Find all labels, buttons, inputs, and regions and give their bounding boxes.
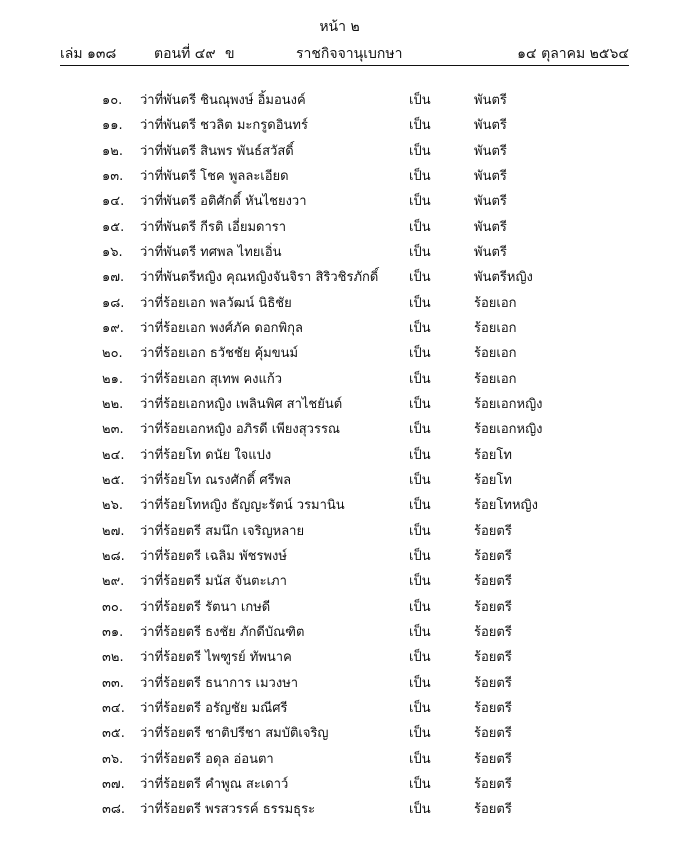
list-item [0,446,679,471]
entry-name: ว่าที่พันตรี กีรติ เอี่ยมดารา [140,219,287,235]
entry-rank: พันตรี [474,244,507,260]
entry-verb: เป็น [409,194,431,210]
entry-name: ว่าที่พันตรี สินพร พันธ์สวัสดิ์ [140,143,294,159]
entry-number: ๑๕. [102,219,125,235]
entry-number: ๓๓. [102,675,124,691]
entry-name: ว่าที่ร้อยตรี ธนาการ เมวงษา [140,675,299,691]
list-item [0,294,679,319]
entry-rank: พันตรี [474,168,507,184]
entry-rank: ร้อยเอก [474,371,517,387]
list-item [0,192,679,217]
appointment-list [0,91,679,826]
entry-number: ๒๑. [102,371,123,387]
entry-number: ๒๒. [102,396,124,412]
entry-verb: เป็น [409,548,431,564]
entry-name: ว่าที่ร้อยเอก สุเทพ คงแก้ว [140,371,283,387]
entry-rank: พันตรี [474,194,507,210]
entry-number: ๑๒. [102,143,123,159]
entry-verb: เป็น [409,498,431,514]
entry-rank: ร้อยเอก [474,346,517,362]
list-item [0,800,679,825]
entry-name: ว่าที่ร้อยตรี อรัญชัย มณีศรี [140,700,288,716]
entry-verb: เป็น [409,118,431,134]
entry-rank: ร้อยโทหญิง [474,498,538,514]
entry-rank: พันตรีหญิง [474,270,533,286]
list-item [0,370,679,395]
entry-name: ว่าที่พันตรี อติศักดิ์ หันไชยงวา [140,194,307,210]
page-number: หน้า ๒ [319,19,360,35]
entry-verb: เป็น [409,447,431,463]
list-item [0,395,679,420]
entry-rank: ร้อยเอกหญิง [474,422,543,438]
entry-number: ๓๔. [102,700,125,716]
entry-number: ๓๐. [102,599,123,615]
list-item [0,623,679,648]
entry-verb: เป็น [409,726,431,742]
entry-rank: ร้อยตรี [474,523,512,539]
entry-name: ว่าที่ร้อยตรี สมนึก เจริญหลาย [140,523,305,539]
entry-verb: เป็น [409,675,431,691]
entry-rank: ร้อยโท [474,472,512,488]
entry-verb: เป็น [409,776,431,792]
entry-name: ว่าที่ร้อยตรี มนัส จันตะเภา [140,574,287,590]
entry-rank: ร้อยตรี [474,726,512,742]
entry-number: ๑๑. [102,118,123,134]
list-item [0,699,679,724]
entry-verb: เป็น [409,472,431,488]
entry-rank: ร้อยตรี [474,574,512,590]
list-item [0,218,679,243]
list-item [0,572,679,597]
entry-name: ว่าที่ร้อยโท ดนัย ใจแปง [140,447,272,463]
list-item [0,319,679,344]
entry-number: ๑๖. [102,244,123,260]
entry-rank: ร้อยตรี [474,650,512,666]
entry-name: ว่าที่ร้อยตรี ชาติปรีชา สมบัติเจริญ [140,726,329,742]
entry-verb: เป็น [409,295,431,311]
entry-verb: เป็น [409,650,431,666]
entry-number: ๒๖. [102,498,123,514]
list-item [0,344,679,369]
entry-name: ว่าที่พันตรีหญิง คุณหญิงจันจิรา สิริวชิรภักดิ์ [140,270,379,286]
entry-rank: ร้อยเอก [474,320,517,336]
entry-name: ว่าที่พันตรี ชวลิต มะกรูดอินทร์ [140,118,308,134]
list-item [0,648,679,673]
entry-verb: เป็น [409,270,431,286]
entry-name: ว่าที่ร้อยตรี รัตนา เกษดี [140,599,271,615]
entry-number: ๓๑. [102,624,124,640]
entry-rank: ร้อยตรี [474,776,512,792]
entry-number: ๓๖. [102,751,124,767]
entry-rank: ร้อยตรี [474,675,512,691]
entry-rank: ร้อยตรี [474,700,512,716]
entry-name: ว่าที่ร้อยตรี ไพฑูรย์ ทัพนาค [140,650,292,666]
entry-rank: พันตรี [474,93,507,108]
section-label: ข [225,46,235,62]
entry-number: ๒๓. [102,422,124,438]
entry-number: ๒๗. [102,523,125,539]
entry-name: ว่าที่ร้อยตรี พรสวรรค์ ธรรมธุระ [140,802,316,818]
entry-rank: ร้อยตรี [474,802,512,818]
entry-name: ว่าที่พันตรี ทศพล ไทยเอิ่น [140,244,282,260]
entry-name: ว่าที่พันตรี ชินณุพงษ์ อิ้มอนงค์ [140,93,306,108]
list-item [0,268,679,293]
entry-name: ว่าที่ร้อยตรี คำพูณ สะเดาว์ [140,776,289,792]
entry-rank: ร้อยตรี [474,548,512,564]
entry-number: ๑๗. [102,270,125,286]
entry-rank: พันตรี [474,219,507,235]
entry-number: ๒๘. [102,548,125,564]
entry-rank: ร้อยเอกหญิง [474,396,543,412]
entry-number: ๑๙. [102,320,124,336]
entry-verb: เป็น [409,396,431,412]
entry-number: ๓๗. [102,776,125,792]
entry-number: ๑๐. [102,93,123,108]
entry-verb: เป็น [409,320,431,336]
entry-name: ว่าที่ร้อยเอก พงศ์ภัค ดอกพิกุล [140,320,303,336]
list-item [0,91,679,116]
entry-number: ๒๕. [102,472,125,488]
entry-number: ๓๘. [102,802,126,818]
list-item [0,471,679,496]
entry-number: ๑๘. [102,295,125,311]
entry-name: ว่าที่ร้อยตรี ธงชัย ภักดีบัณฑิต [140,624,305,640]
entry-rank: พันตรี [474,143,507,159]
list-item [0,496,679,521]
entry-verb: เป็น [409,751,431,767]
list-item [0,167,679,192]
entry-number: ๒๐. [102,346,123,362]
list-item [0,724,679,749]
list-item [0,750,679,775]
entry-name: ว่าที่ร้อยตรี เฉลิม พัชรพงษ์ [140,548,287,564]
list-item [0,775,679,800]
entry-verb: เป็น [409,93,431,108]
list-item [0,674,679,699]
entry-rank: ร้อยโท [474,447,512,463]
entry-verb: เป็น [409,574,431,590]
list-item [0,598,679,623]
volume-label: เล่ม ๑๓๘ [60,46,117,62]
entry-verb: เป็น [409,346,431,362]
entry-rank: พันตรี [474,118,507,134]
entry-name: ว่าที่ร้อยเอกหญิง เพลินพิศ สาไชยันต์ [140,396,343,412]
entry-number: ๓๒. [102,650,124,666]
entry-number: ๑๓. [102,168,124,184]
entry-verb: เป็น [409,143,431,159]
entry-name: ว่าที่ร้อยโทหญิง ธัญญะรัตน์ วรมานิน [140,498,345,514]
publication-date: ๑๔ ตุลาคม ๒๕๖๔ [517,46,629,62]
entry-rank: ร้อยเอก [474,295,517,311]
entry-name: ว่าที่ร้อยเอก ธวัชชัย คุ้มขนม์ [140,346,299,362]
entry-verb: เป็น [409,168,431,184]
entry-name: ว่าที่ร้อยตรี อดุล อ่อนตา [140,751,274,767]
gazette-title: ราชกิจจานุเบกษา [296,46,403,62]
entry-verb: เป็น [409,523,431,539]
entry-rank: ร้อยตรี [474,751,512,767]
entry-name: ว่าที่พันตรี โชค พูลละเอียด [140,168,289,184]
list-item [0,547,679,572]
entry-verb: เป็น [409,802,431,818]
entry-name: ว่าที่ร้อยเอก พลวัฒน์ นิธิชัย [140,295,292,311]
entry-verb: เป็น [409,371,431,387]
list-item [0,522,679,547]
entry-number: ๓๕. [102,726,125,742]
entry-number: ๒๔. [102,447,125,463]
entry-name: ว่าที่ร้อยเอกหญิง อภิรดี เพียงสุวรรณ [140,422,340,438]
entry-verb: เป็น [409,700,431,716]
list-item [0,116,679,141]
entry-number: ๒๙. [102,574,125,590]
list-item [0,420,679,445]
entry-name: ว่าที่ร้อยโท ณรงศักดิ์ ศรีพล [140,472,292,488]
entry-verb: เป็น [409,422,431,438]
entry-rank: ร้อยตรี [474,599,512,615]
entry-verb: เป็น [409,624,431,640]
issue-label: ตอนที่ ๔๙ [154,46,216,62]
gazette-header [60,43,629,66]
list-item [0,142,679,167]
entry-rank: ร้อยตรี [474,624,512,640]
entry-verb: เป็น [409,599,431,615]
entry-number: ๑๔. [102,194,125,210]
entry-verb: เป็น [409,219,431,235]
entry-verb: เป็น [409,244,431,260]
list-item [0,243,679,268]
